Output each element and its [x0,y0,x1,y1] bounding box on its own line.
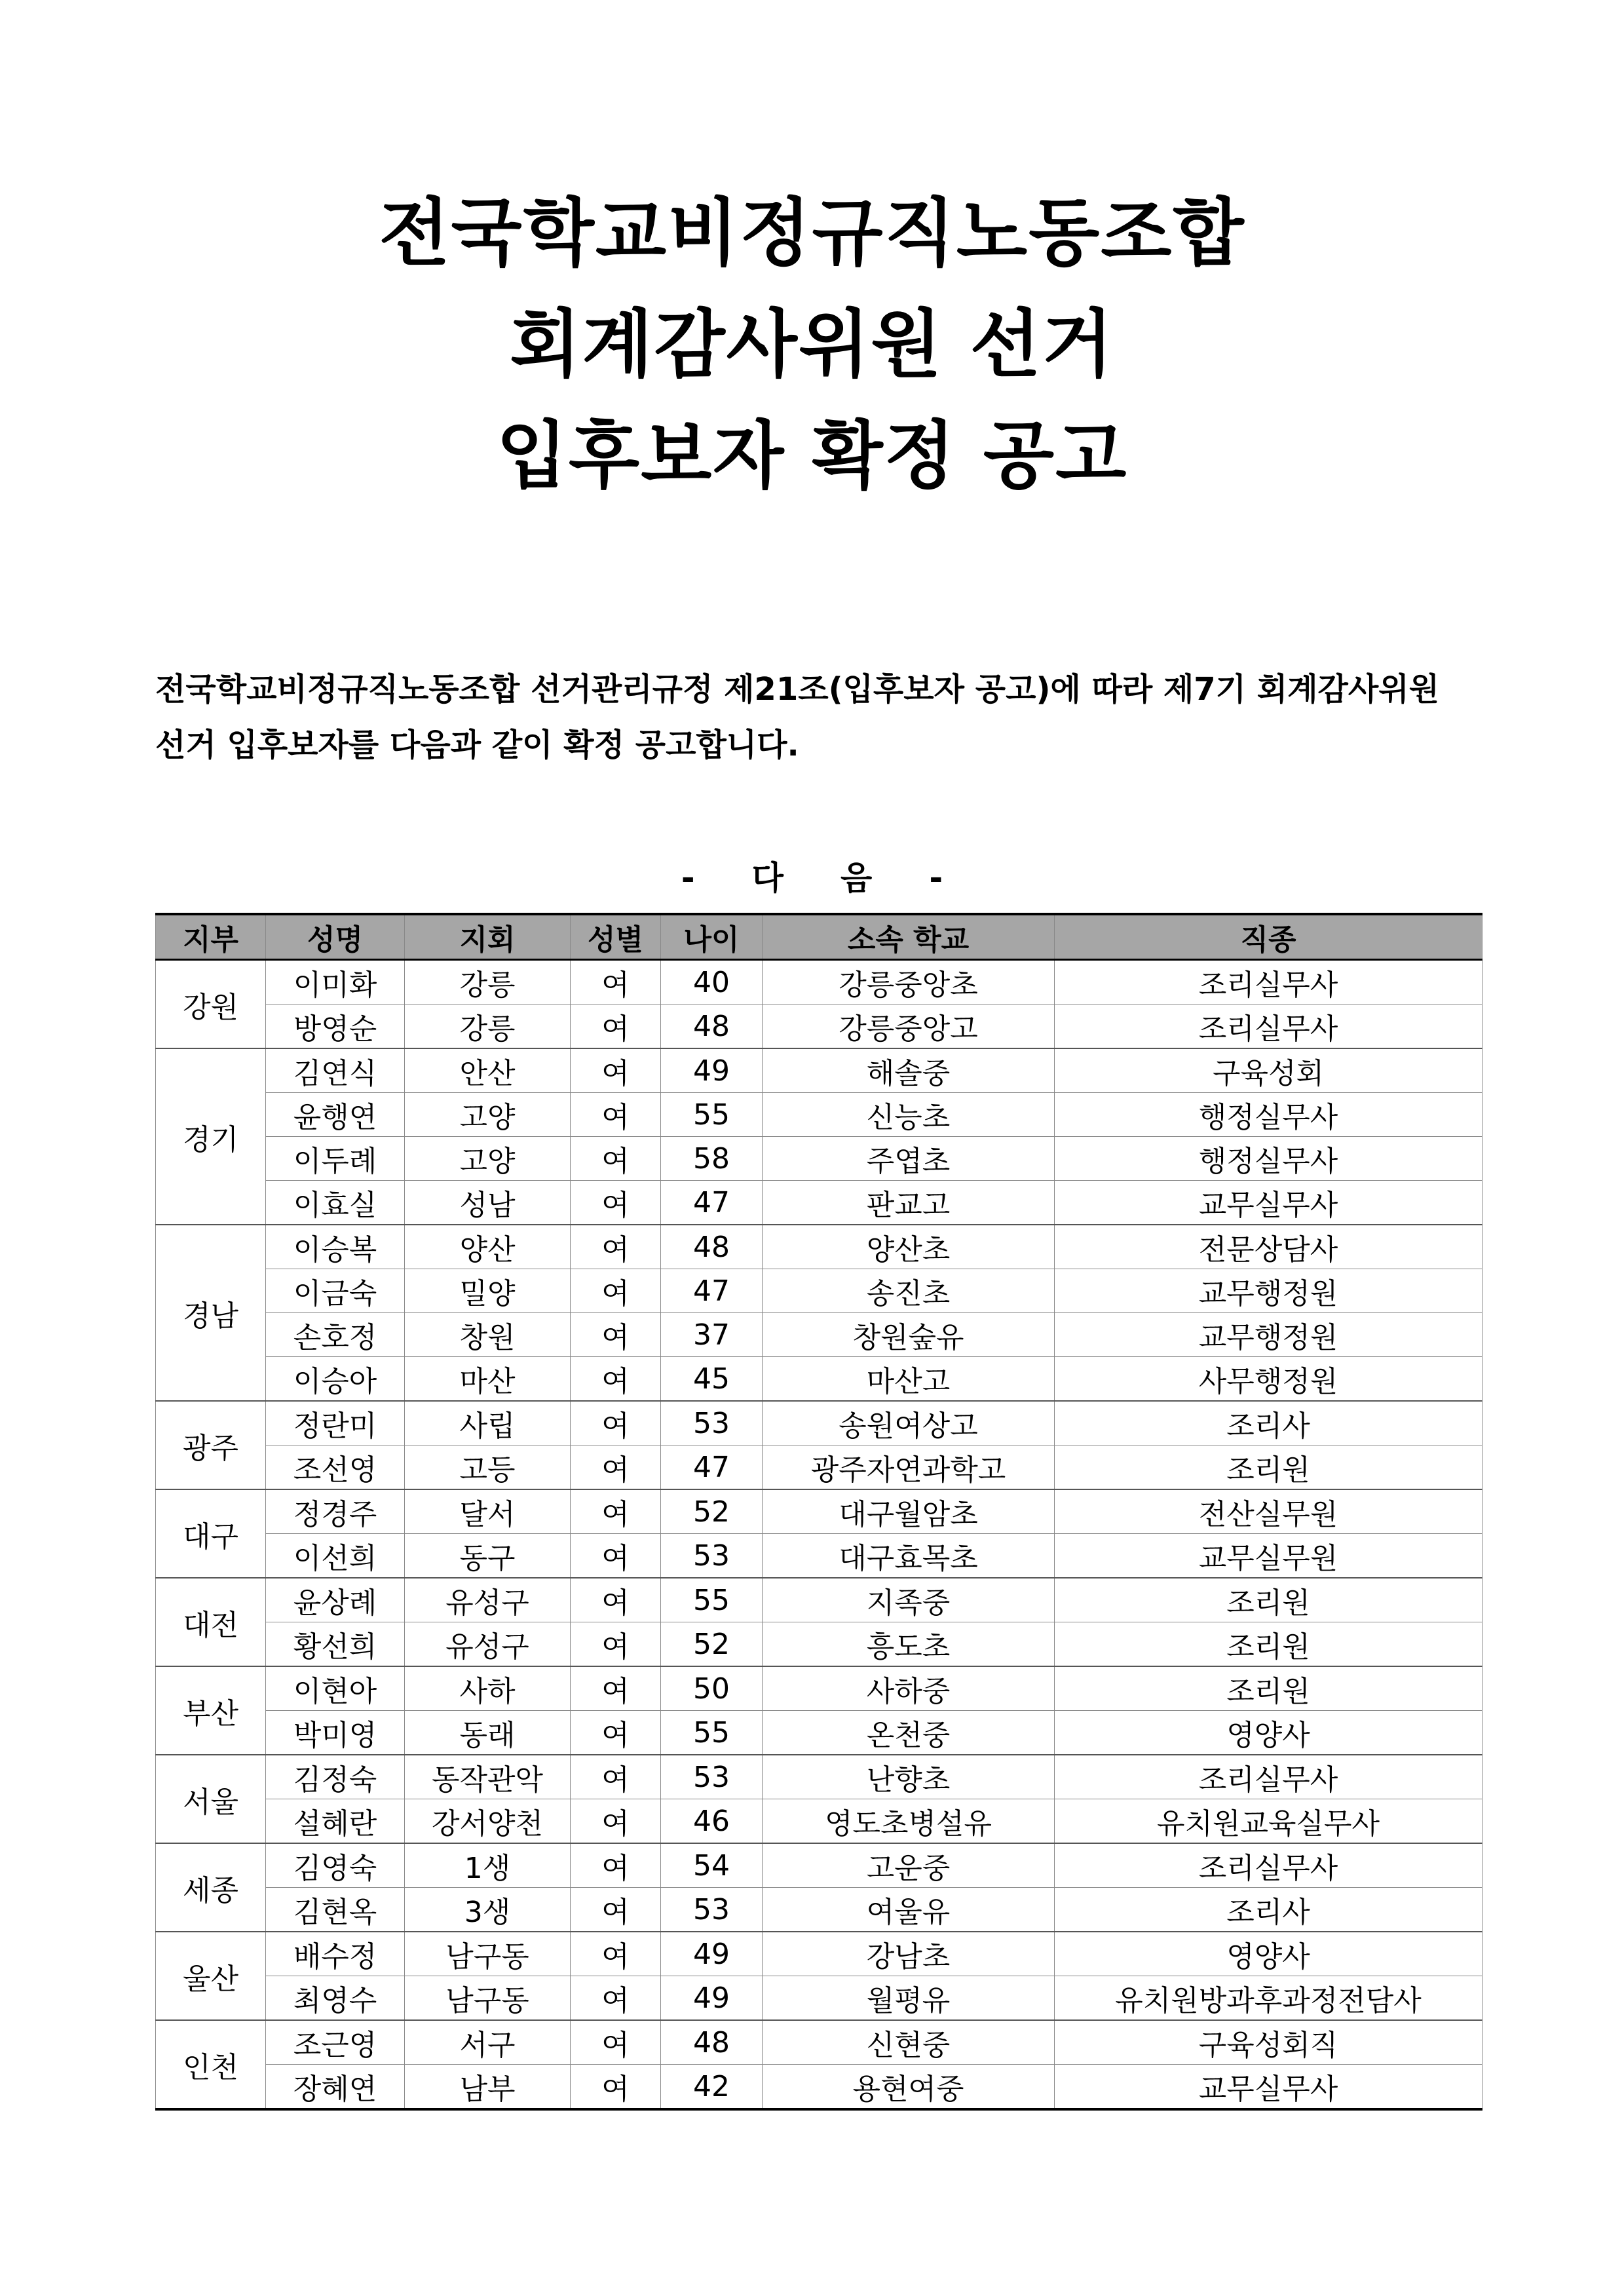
age-cell: 47 [661,1269,763,1313]
school-cell: 광주자연과학고 [763,1445,1055,1490]
age-cell: 55 [661,1711,763,1755]
job-cell: 조리원 [1055,1622,1482,1667]
name-cell: 정경주 [266,1489,405,1534]
gender-cell: 여 [571,1269,661,1313]
local-cell: 밀양 [405,1269,571,1313]
local-cell: 안산 [405,1048,571,1093]
school-cell: 온천중 [763,1711,1055,1755]
job-cell: 조리실무사 [1055,1843,1482,1888]
region-cell: 광주 [156,1401,266,1489]
school-cell: 월평유 [763,1976,1055,2021]
gender-cell: 여 [571,1622,661,1667]
local-cell: 남부 [405,2065,571,2110]
job-cell: 교무실무원 [1055,1534,1482,1578]
age-cell: 37 [661,1313,763,1357]
age-cell: 49 [661,1976,763,2021]
local-cell: 달서 [405,1489,571,1534]
local-cell: 강서양천 [405,1799,571,1844]
local-cell: 3생 [405,1888,571,1932]
school-cell: 창원숲유 [763,1313,1055,1357]
gender-cell: 여 [571,2020,661,2065]
gender-cell: 여 [571,960,661,1004]
school-cell: 강릉중앙고 [763,1004,1055,1049]
school-cell: 해솔중 [763,1048,1055,1093]
table-row [156,1401,1482,1445]
table-row [156,1578,1482,1622]
region-cell: 경기 [156,1048,266,1225]
table-row [156,1843,1482,1888]
age-cell: 48 [661,1004,763,1049]
local-cell: 양산 [405,1225,571,1269]
local-cell: 성남 [405,1181,571,1225]
local-cell: 유성구 [405,1578,571,1622]
gender-cell: 여 [571,1445,661,1490]
job-cell: 조리원 [1055,1445,1482,1490]
candidate-table [155,913,1482,2111]
school-cell: 난향초 [763,1755,1055,1799]
table-row [156,1534,1482,1578]
local-cell: 강릉 [405,960,571,1004]
region-header: 지부 [156,914,266,960]
page-title-line-1: 전국학교비정규직노동조합 [379,191,1245,276]
local-cell: 고양 [405,1137,571,1181]
section-heading: - 다 음 - [681,859,943,897]
gender-cell: 여 [571,1004,661,1049]
local-header: 지회 [405,914,571,960]
name-cell: 이선희 [266,1534,405,1578]
job-cell: 영양사 [1055,1711,1482,1755]
name-cell: 설혜란 [266,1799,405,1844]
table-row [156,1799,1482,1844]
local-cell: 마산 [405,1357,571,1402]
name-cell: 이승복 [266,1225,405,1269]
local-cell: 고등 [405,1445,571,1490]
gender-cell: 여 [571,1534,661,1578]
local-cell: 동구 [405,1534,571,1578]
region-cell: 울산 [156,1932,266,2020]
school-cell: 강릉중앙초 [763,960,1055,1004]
gender-cell: 여 [571,1048,661,1093]
table-row [156,1269,1482,1313]
table-row [156,1093,1482,1137]
school-cell: 마산고 [763,1357,1055,1402]
job-cell: 유치원교육실무사 [1055,1799,1482,1844]
name-cell: 이금숙 [266,1269,405,1313]
gender-cell: 여 [571,1578,661,1622]
job-cell: 조리사 [1055,1888,1482,1932]
local-cell: 창원 [405,1313,571,1357]
region-cell: 서울 [156,1755,266,1843]
age-cell: 49 [661,1048,763,1093]
job-cell: 조리실무사 [1055,960,1482,1004]
table-row [156,2065,1482,2110]
name-cell: 조선영 [266,1445,405,1490]
age-cell: 53 [661,1534,763,1578]
table-row [156,1445,1482,1490]
region-cell: 부산 [156,1666,266,1755]
name-cell: 장혜연 [266,2065,405,2110]
age-cell: 40 [661,960,763,1004]
name-cell: 이승아 [266,1357,405,1402]
table-row [156,2020,1482,2065]
name-cell: 윤행연 [266,1093,405,1137]
gender-cell: 여 [571,1225,661,1269]
local-cell: 고양 [405,1093,571,1137]
name-cell: 배수정 [266,1932,405,1976]
school-cell: 대구효목초 [763,1534,1055,1578]
age-cell: 52 [661,1622,763,1667]
age-cell: 54 [661,1843,763,1888]
school-cell: 송진초 [763,1269,1055,1313]
gender-cell: 여 [571,1093,661,1137]
region-cell: 경남 [156,1225,266,1401]
job-cell: 사무행정원 [1055,1357,1482,1402]
age-cell: 49 [661,1932,763,1976]
local-cell: 동래 [405,1711,571,1755]
name-cell: 김영숙 [266,1843,405,1888]
intro-line-1: 전국학교비정규직노동조합 선거관리규정 제21조(입후보자 공고)에 따라 제7기 회계감사위원 [155,671,1439,708]
gender-cell: 여 [571,1711,661,1755]
age-cell: 53 [661,1755,763,1799]
school-header: 소속 학교 [763,914,1055,960]
age-cell: 50 [661,1666,763,1711]
school-cell: 여울유 [763,1888,1055,1932]
table-row [156,1711,1482,1755]
age-cell: 55 [661,1578,763,1622]
name-cell: 김현옥 [266,1888,405,1932]
school-cell: 사하중 [763,1666,1055,1711]
school-cell: 지족중 [763,1578,1055,1622]
school-cell: 용현여중 [763,2065,1055,2110]
name-cell: 윤상례 [266,1578,405,1622]
job-cell: 전문상담사 [1055,1225,1482,1269]
table-row [156,1357,1482,1402]
job-cell: 조리원 [1055,1578,1482,1622]
age-cell: 47 [661,1181,763,1225]
age-cell: 47 [661,1445,763,1490]
name-cell: 황선희 [266,1622,405,1667]
age-cell: 48 [661,2020,763,2065]
region-cell: 대구 [156,1489,266,1578]
gender-cell: 여 [571,1489,661,1534]
table-row [156,1976,1482,2021]
gender-cell: 여 [571,1976,661,2021]
gender-cell: 여 [571,1313,661,1357]
table-row [156,1755,1482,1799]
intro-paragraph [155,662,1479,773]
table-row [156,1181,1482,1225]
table-row [156,960,1482,1004]
intro-line-2: 선거 입후보자를 다음과 같이 확정 공고합니다. [155,727,799,763]
gender-cell: 여 [571,1181,661,1225]
local-cell: 유성구 [405,1622,571,1667]
table-row [156,1313,1482,1357]
age-cell: 42 [661,2065,763,2110]
job-cell: 조리원 [1055,1666,1482,1711]
job-cell: 구육성회직 [1055,2020,1482,2065]
job-cell: 행정실무사 [1055,1093,1482,1137]
local-cell: 1생 [405,1843,571,1888]
school-cell: 신현중 [763,2020,1055,2065]
name-cell: 김연식 [266,1048,405,1093]
table-row [156,1225,1482,1269]
name-cell: 최영수 [266,1976,405,2021]
school-cell: 주엽초 [763,1137,1055,1181]
school-cell: 송원여상고 [763,1401,1055,1445]
local-cell: 서구 [405,2020,571,2065]
name-cell: 김정숙 [266,1755,405,1799]
school-cell: 흥도초 [763,1622,1055,1667]
job-cell: 영양사 [1055,1932,1482,1976]
table-header-row [156,914,1482,960]
local-cell: 강릉 [405,1004,571,1049]
table-row [156,1004,1482,1049]
name-cell: 이미화 [266,960,405,1004]
age-cell: 55 [661,1093,763,1137]
local-cell: 사하 [405,1666,571,1711]
school-cell: 판교고 [763,1181,1055,1225]
name-header: 성명 [266,914,405,960]
job-cell: 교무실무사 [1055,2065,1482,2110]
school-cell: 고운중 [763,1843,1055,1888]
table-row [156,1666,1482,1711]
job-cell: 행정실무사 [1055,1137,1482,1181]
gender-cell: 여 [571,1666,661,1711]
name-cell: 이효실 [266,1181,405,1225]
table-row [156,1489,1482,1534]
job-cell: 조리사 [1055,1401,1482,1445]
age-cell: 52 [661,1489,763,1534]
age-cell: 48 [661,1225,763,1269]
job-cell: 조리실무사 [1055,1004,1482,1049]
school-cell: 양산초 [763,1225,1055,1269]
school-cell: 영도초병설유 [763,1799,1055,1844]
job-cell: 교무실무사 [1055,1181,1482,1225]
name-cell: 방영순 [266,1004,405,1049]
job-cell: 전산실무원 [1055,1489,1482,1534]
gender-cell: 여 [571,1843,661,1888]
gender-cell: 여 [571,1137,661,1181]
table-body [156,960,1482,2110]
local-cell: 사립 [405,1401,571,1445]
job-header: 직종 [1055,914,1482,960]
table-row [156,1137,1482,1181]
gender-cell: 여 [571,1357,661,1402]
name-cell: 조근영 [266,2020,405,2065]
gender-cell: 여 [571,1888,661,1932]
gender-cell: 여 [571,1932,661,1976]
age-cell: 58 [661,1137,763,1181]
name-cell: 이현아 [266,1666,405,1711]
name-cell: 박미영 [266,1711,405,1755]
school-cell: 대구월암초 [763,1489,1055,1534]
age-cell: 53 [661,1401,763,1445]
region-cell: 세종 [156,1843,266,1932]
gender-cell: 여 [571,1401,661,1445]
job-cell: 교무행정원 [1055,1269,1482,1313]
table-row [156,1888,1482,1932]
gender-cell: 여 [571,1755,661,1799]
age-header: 나이 [661,914,763,960]
job-cell: 조리실무사 [1055,1755,1482,1799]
local-cell: 동작관악 [405,1755,571,1799]
local-cell: 남구동 [405,1932,571,1976]
age-cell: 53 [661,1888,763,1932]
gender-cell: 여 [571,1799,661,1844]
name-cell: 정란미 [266,1401,405,1445]
region-cell: 대전 [156,1578,266,1666]
page-title-line-2: 회계감사위원 선거 [510,302,1114,387]
school-cell: 강남초 [763,1932,1055,1976]
age-cell: 46 [661,1799,763,1844]
region-cell: 강원 [156,960,266,1049]
gender-cell: 여 [571,2065,661,2110]
table-row [156,1932,1482,1976]
job-cell: 유치원방과후과정전담사 [1055,1976,1482,2021]
name-cell: 이두례 [266,1137,405,1181]
name-cell: 손호정 [266,1313,405,1357]
gender-header: 성별 [571,914,661,960]
job-cell: 구육성회 [1055,1048,1482,1093]
page-title-line-3: 입후보자 확정 공고 [496,413,1128,499]
age-cell: 45 [661,1357,763,1402]
table-row [156,1622,1482,1667]
school-cell: 신능초 [763,1093,1055,1137]
job-cell: 교무행정원 [1055,1313,1482,1357]
local-cell: 남구동 [405,1976,571,2021]
table-row [156,1048,1482,1093]
region-cell: 인천 [156,2020,266,2109]
